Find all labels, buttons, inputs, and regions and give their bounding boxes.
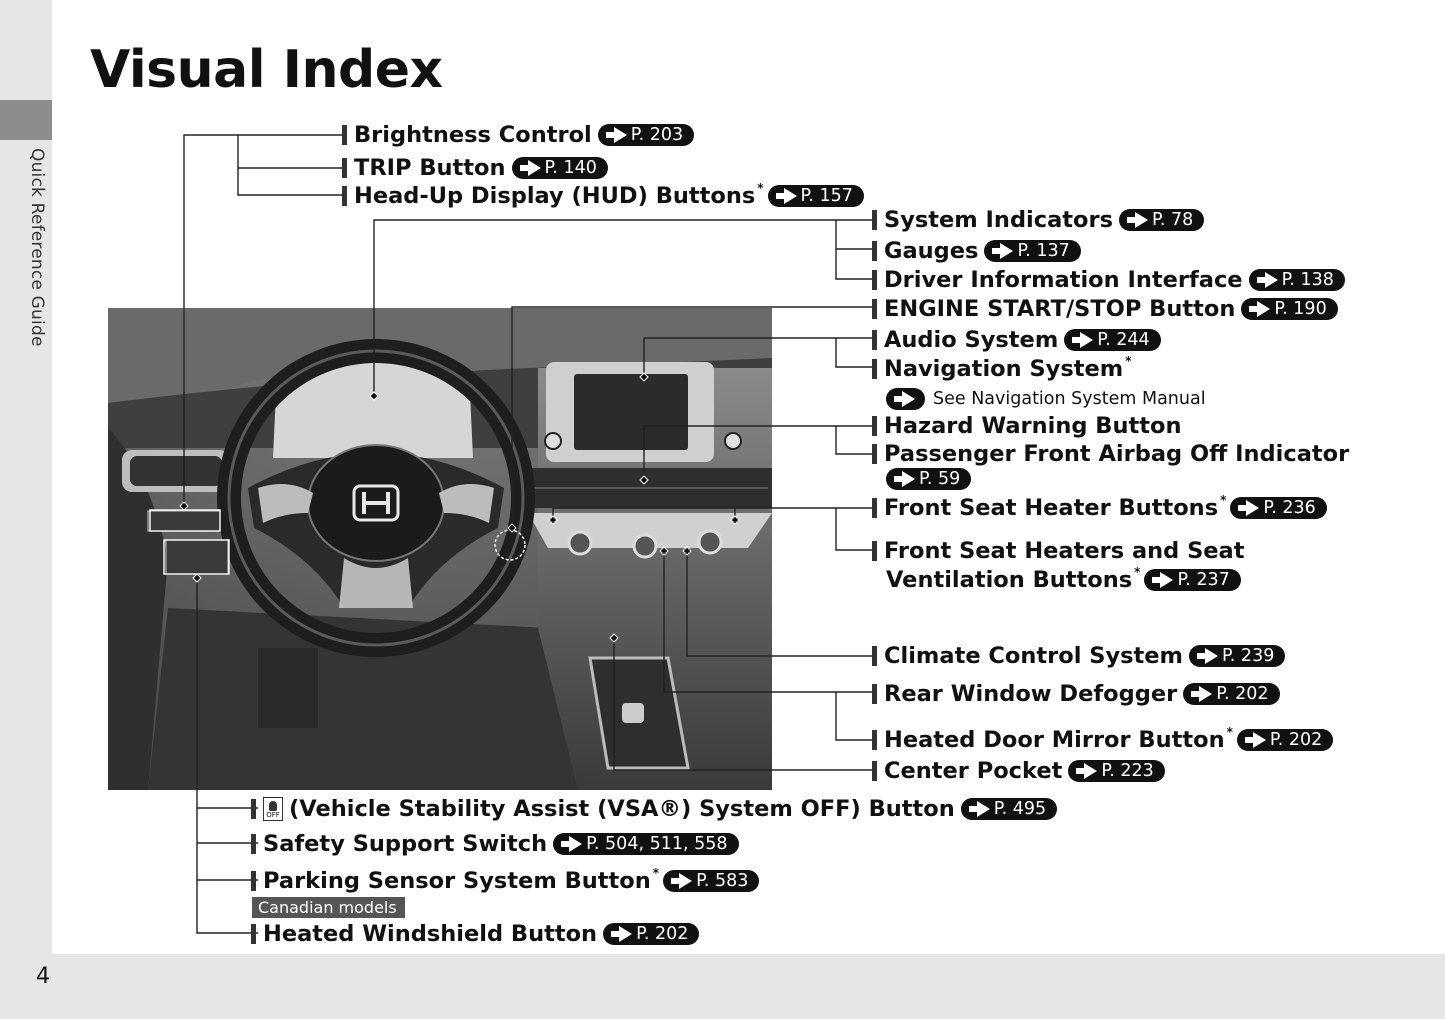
footnote-star: * (652, 866, 660, 880)
label-text: System Indicators (884, 207, 1113, 233)
page-ref-badge[interactable]: P. 495 (961, 798, 1057, 820)
label-seat-heaters-ventilation (872, 537, 1250, 565)
page-reference-arrow-icon (679, 873, 692, 889)
page-reference-arrow-icon (1257, 301, 1270, 317)
label-brightness-control (342, 121, 694, 149)
page-reference-arrow-icon (1135, 212, 1148, 228)
page-ref-badge[interactable]: P. 138 (1249, 269, 1345, 291)
label-bar (872, 416, 877, 436)
page-reference-arrow-icon (614, 127, 627, 143)
label-bar (872, 730, 877, 750)
label-center-pocket (872, 757, 1165, 785)
label-text: (Vehicle Stability Assist (VSA®) System OFF) Button (289, 796, 955, 822)
page-reference-arrow-icon (1084, 763, 1097, 779)
page-reference-arrow-icon (1199, 686, 1212, 702)
page-ref-badge[interactable]: P. 203 (598, 124, 694, 146)
page-reference-arrow-icon (1160, 572, 1173, 588)
label-heated-windshield (251, 920, 699, 948)
page-ref-badge[interactable]: P. 239 (1189, 645, 1285, 667)
label-text: TRIP Button (354, 155, 506, 181)
label-front-seat-heater-buttons (872, 494, 1327, 522)
label-driver-information-interface (872, 266, 1345, 294)
label-text: Driver Information Interface (884, 267, 1243, 293)
page-ref-badge[interactable]: P. 157 (768, 185, 864, 207)
label-text: Hazard Warning Button (884, 413, 1182, 439)
vsa-off-icon: OFF (263, 797, 283, 821)
page-ref-badge[interactable]: P. 202 (603, 923, 699, 945)
label-text: Center Pocket (884, 758, 1063, 784)
label-bar (872, 330, 877, 350)
label-text: Audio System (884, 327, 1059, 353)
label-heated-door-mirror (872, 726, 1333, 754)
page-ref-badge[interactable]: P. 140 (512, 157, 608, 179)
footnote-star: * (1226, 725, 1233, 739)
label-text: Ventilation Buttons (886, 567, 1133, 593)
airbag-page-ref (886, 468, 971, 490)
page-ref-badge[interactable]: P. 504, 511, 558 (553, 833, 738, 855)
label-bar (872, 646, 877, 666)
label-bar (251, 799, 256, 819)
page-ref-badge[interactable]: P. 223 (1068, 760, 1164, 782)
page-ref-badge[interactable]: P. 190 (1241, 298, 1337, 320)
dashboard-photo (108, 308, 772, 790)
page-number: 4 (36, 964, 50, 989)
section-tab (0, 100, 52, 140)
label-bar (872, 684, 877, 704)
page-reference-arrow-icon (1265, 272, 1278, 288)
label-audio-system (872, 326, 1161, 354)
label-bar (872, 541, 877, 561)
page-ref-badge[interactable]: P. 244 (1064, 329, 1160, 351)
label-text: Heated Windshield Button (263, 921, 598, 947)
page-reference-arrow-icon (902, 471, 915, 487)
label-safety-support-switch (251, 830, 739, 858)
label-engine-start-stop (872, 295, 1338, 323)
label-system-indicators (872, 206, 1204, 234)
label-text: Navigation System (884, 356, 1124, 382)
label-text: ENGINE START/STOP Button (884, 296, 1236, 322)
page-ref-badge[interactable]: P. 202 (1183, 683, 1279, 705)
page-title: Visual Index (90, 40, 443, 100)
label-text: Heated Door Mirror Button (884, 727, 1225, 753)
page-reference-arrow-icon (902, 391, 915, 407)
label-bar (872, 270, 877, 290)
label-bar (872, 299, 877, 319)
label-bar (251, 924, 256, 944)
label-text: Safety Support Switch (263, 831, 548, 857)
label-navigation-system (872, 355, 1135, 383)
label-bar (872, 210, 877, 230)
footnote-star: * (1125, 354, 1132, 368)
label-vsa-off-button (251, 795, 1057, 823)
page-ref-badge[interactable]: P. 237 (1144, 569, 1240, 591)
label-rear-window-defogger (872, 680, 1280, 708)
page-reference-arrow-icon (784, 188, 797, 204)
label-passenger-airbag-off (872, 440, 1355, 468)
label-text: Rear Window Defogger (884, 681, 1178, 707)
label-text: Front Seat Heaters and Seat (884, 538, 1245, 564)
page-reference-arrow-icon (528, 160, 541, 176)
label-bar (342, 158, 347, 178)
page-ref-badge[interactable]: P. 59 (886, 468, 971, 490)
page-reference-arrow-icon (1000, 243, 1013, 259)
page-ref-badge[interactable]: P. 202 (1237, 729, 1333, 751)
label-text: Passenger Front Airbag Off Indicator (884, 441, 1350, 467)
label-bar (872, 761, 877, 781)
label-text: Gauges (884, 238, 979, 264)
footnote-star: * (1134, 565, 1141, 579)
label-bar (342, 125, 347, 145)
label-bar (251, 834, 256, 854)
page-reference-arrow-icon (619, 926, 632, 942)
label-bar (872, 498, 877, 518)
label-bar (872, 359, 877, 379)
label-parking-sensor-button (251, 867, 759, 895)
page-ref-badge[interactable]: P. 583 (663, 870, 759, 892)
footnote-star: * (1220, 493, 1227, 507)
see-text: See Navigation System Manual (933, 389, 1206, 409)
page-ref-badge[interactable]: P. 137 (984, 240, 1080, 262)
page-ref-badge[interactable] (886, 388, 925, 410)
canadian-models-tag: Canadian models (252, 897, 405, 918)
label-trip-button (342, 154, 608, 182)
label-hud-buttons (342, 182, 864, 210)
seat-ventilation-line2 (886, 566, 1241, 594)
label-text: Parking Sensor System Button (263, 868, 651, 894)
page-reference-arrow-icon (1080, 332, 1093, 348)
label-hazard-warning-button (872, 412, 1187, 440)
label-text: Brightness Control (354, 122, 592, 148)
label-text: Climate Control System (884, 643, 1183, 669)
footer-band (0, 954, 1445, 1019)
page-ref-badge[interactable]: P. 236 (1230, 497, 1326, 519)
label-climate-control (872, 642, 1285, 670)
label-bar (872, 444, 877, 464)
label-bar (342, 186, 347, 206)
page-reference-arrow-icon (1253, 732, 1266, 748)
page-reference-arrow-icon (1205, 648, 1218, 664)
section-label: Quick Reference Guide (27, 148, 47, 347)
label-gauges (872, 237, 1081, 265)
page-reference-arrow-icon (977, 801, 990, 817)
label-bar (872, 241, 877, 261)
label-text: Head-Up Display (HUD) Buttons (354, 183, 756, 209)
label-text: Front Seat Heater Buttons (884, 495, 1219, 521)
footnote-star: * (757, 181, 764, 195)
label-bar (251, 871, 256, 891)
page-reference-arrow-icon (569, 836, 582, 852)
see-navigation-manual (886, 388, 1206, 410)
page-reference-arrow-icon (1246, 500, 1259, 516)
page-ref-badge[interactable]: P. 78 (1119, 209, 1204, 231)
